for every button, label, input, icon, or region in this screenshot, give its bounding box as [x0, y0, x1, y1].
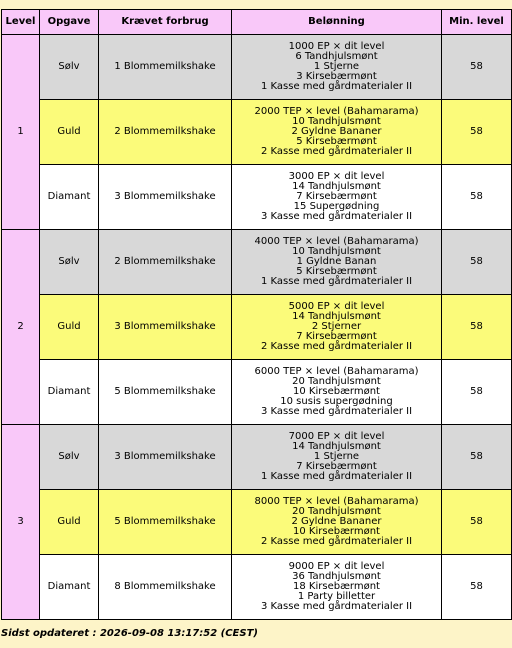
task-cell: Diamant — [40, 555, 99, 620]
task-cell: Guld — [40, 295, 99, 360]
reward-line: 3 Kasse med gårdmaterialer II — [260, 601, 413, 612]
task-cell: Diamant — [40, 165, 99, 230]
reward-line: 6000 TEP × level (Bahamarama) — [254, 366, 419, 377]
reward-line: 14 Tandhjulsmønt — [292, 441, 381, 452]
required-consumption-cell: 3 Blommemilkshake — [99, 165, 232, 230]
table-row — [2, 360, 512, 425]
min-level-cell: 58 — [442, 100, 512, 165]
reward-line: 5 Kirsebærmønt — [296, 266, 377, 277]
last-updated-footer: Sidst opdateret : 2026-09-08 13:17:52 (CEST) — [1, 628, 258, 639]
required-consumption-cell: 5 Blommemilkshake — [99, 490, 232, 555]
reward-line: 7 Kirsebærmønt — [296, 331, 377, 342]
reward-line: 1 Kasse med gårdmaterialer II — [260, 471, 413, 482]
reward-line: 1 Gyldne Banan — [296, 256, 377, 267]
reward-cell — [232, 230, 442, 295]
level-cell: 1 — [2, 35, 40, 230]
required-consumption-cell: 3 Blommemilkshake — [99, 425, 232, 490]
table-row — [2, 100, 512, 165]
header-required-consumption: Krævet forbrug — [99, 10, 232, 35]
header-reward: Belønning — [232, 10, 442, 35]
min-level-cell: 58 — [442, 35, 512, 100]
reward-line: 14 Tandhjulsmønt — [292, 311, 381, 322]
table-row — [2, 425, 512, 490]
min-level-cell: 58 — [442, 555, 512, 620]
required-consumption-cell: 2 Blommemilkshake — [99, 100, 232, 165]
reward-line: 20 Tandhjulsmønt — [292, 376, 381, 387]
header-level: Level — [2, 10, 40, 35]
reward-cell — [232, 360, 442, 425]
table-row — [2, 35, 512, 100]
reward-line: 15 Supergødning — [293, 201, 380, 212]
reward-line: 2 Kasse med gårdmaterialer II — [260, 146, 413, 157]
task-cell: Guld — [40, 490, 99, 555]
reward-line: 1 Stjerne — [313, 451, 360, 462]
reward-line: 1 Kasse med gårdmaterialer II — [260, 81, 413, 92]
min-level-cell: 58 — [442, 490, 512, 555]
reward-line: 2 Kasse med gårdmaterialer II — [260, 536, 413, 547]
rewards-table — [1, 9, 512, 620]
task-cell: Guld — [40, 100, 99, 165]
min-level-cell: 58 — [442, 425, 512, 490]
table-row — [2, 230, 512, 295]
reward-line: 5000 EP × dit level — [288, 301, 385, 312]
required-consumption-cell: 5 Blommemilkshake — [99, 360, 232, 425]
min-level-cell: 58 — [442, 230, 512, 295]
reward-line: 10 Kirsebærmønt — [293, 526, 380, 537]
task-cell: Sølv — [40, 425, 99, 490]
reward-line: 20 Tandhjulsmønt — [292, 506, 381, 517]
task-cell: Sølv — [40, 230, 99, 295]
reward-cell — [232, 425, 442, 490]
table-header-row — [2, 10, 512, 35]
task-cell: Diamant — [40, 360, 99, 425]
min-level-cell: 58 — [442, 295, 512, 360]
task-cell: Sølv — [40, 35, 99, 100]
reward-line: 14 Tandhjulsmønt — [292, 181, 381, 192]
reward-cell — [232, 100, 442, 165]
reward-line: 7 Kirsebærmønt — [296, 461, 377, 472]
min-level-cell: 58 — [442, 360, 512, 425]
reward-line: 2 Kasse med gårdmaterialer II — [260, 341, 413, 352]
reward-line: 7 Kirsebærmønt — [296, 191, 377, 202]
reward-line: 8000 TEP × level (Bahamarama) — [254, 496, 419, 507]
level-cell: 2 — [2, 230, 40, 425]
reward-line: 3 Kirsebærmønt — [296, 71, 377, 82]
reward-line: 3000 EP × dit level — [288, 171, 385, 182]
reward-line: 4000 TEP × level (Bahamarama) — [254, 236, 419, 247]
required-consumption-cell: 2 Blommemilkshake — [99, 230, 232, 295]
reward-line: 9000 EP × dit level — [288, 561, 385, 572]
reward-line: 10 susis supergødning — [280, 396, 393, 407]
required-consumption-cell: 3 Blommemilkshake — [99, 295, 232, 360]
required-consumption-cell: 1 Blommemilkshake — [99, 35, 232, 100]
reward-line: 1 Kasse med gårdmaterialer II — [260, 276, 413, 287]
reward-cell — [232, 295, 442, 360]
reward-line: 1 Stjerne — [313, 61, 360, 72]
reward-line: 5 Kirsebærmønt — [296, 136, 377, 147]
table-row — [2, 165, 512, 230]
required-consumption-cell: 8 Blommemilkshake — [99, 555, 232, 620]
header-task: Opgave — [40, 10, 99, 35]
reward-cell — [232, 165, 442, 230]
reward-line: 2000 TEP × level (Bahamarama) — [254, 106, 419, 117]
reward-cell — [232, 490, 442, 555]
table-row — [2, 555, 512, 620]
reward-line: 2 Gyldne Bananer — [291, 516, 382, 527]
min-level-cell: 58 — [442, 165, 512, 230]
reward-line: 10 Tandhjulsmønt — [292, 246, 381, 257]
reward-line: 3 Kasse med gårdmaterialer II — [260, 211, 413, 222]
reward-line: 2 Gyldne Bananer — [291, 126, 382, 137]
reward-line: 36 Tandhjulsmønt — [292, 571, 381, 582]
header-min-level: Min. level — [442, 10, 512, 35]
level-cell: 3 — [2, 425, 40, 620]
reward-cell — [232, 555, 442, 620]
reward-line: 3 Kasse med gårdmaterialer II — [260, 406, 413, 417]
reward-line: 1000 EP × dit level — [288, 41, 385, 52]
reward-line: 6 Tandhjulsmønt — [295, 51, 378, 62]
reward-line: 1 Party billetter — [297, 591, 376, 602]
table-body — [2, 35, 512, 620]
table-row — [2, 490, 512, 555]
table-row — [2, 295, 512, 360]
reward-line: 18 Kirsebærmønt — [293, 581, 380, 592]
reward-line: 7000 EP × dit level — [288, 431, 385, 442]
reward-line: 10 Kirsebærmønt — [293, 386, 380, 397]
reward-cell — [232, 35, 442, 100]
reward-line: 2 Stjerner — [311, 321, 362, 332]
reward-line: 10 Tandhjulsmønt — [292, 116, 381, 127]
